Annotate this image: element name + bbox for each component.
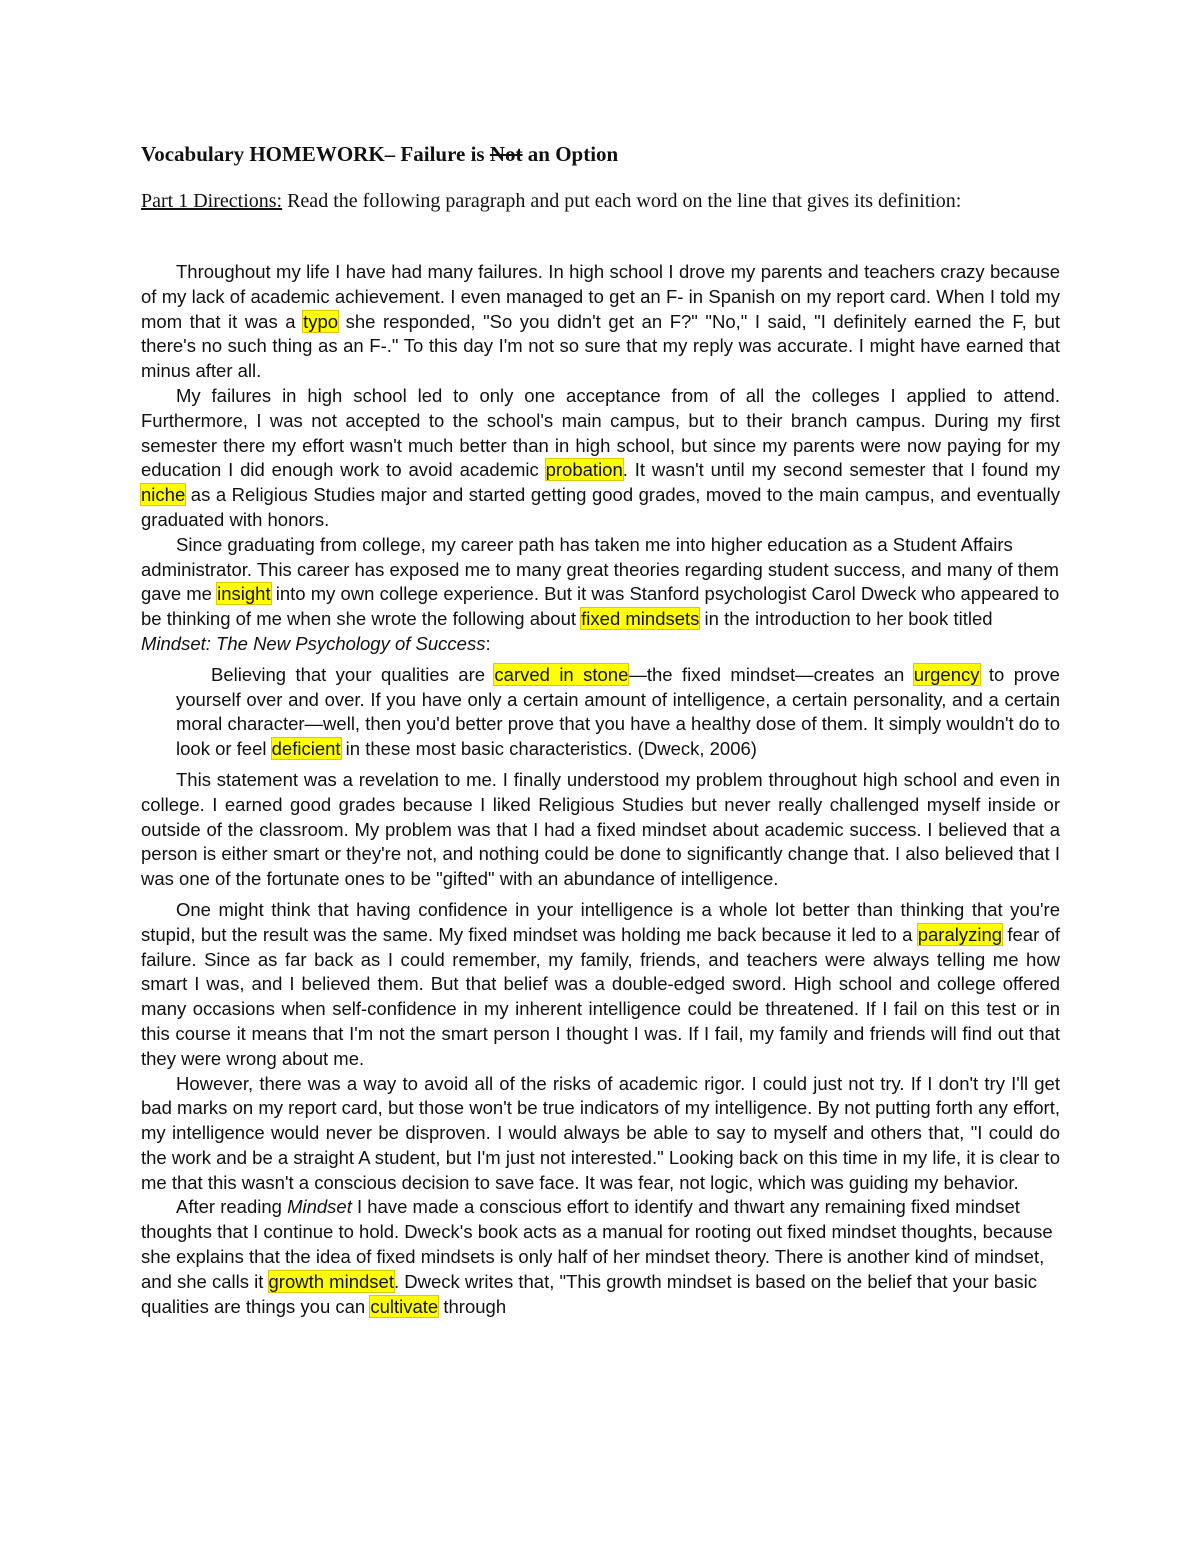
vocab-word-carved-in-stone: carved in stone — [494, 663, 629, 685]
title-struck-word: Not — [489, 142, 523, 166]
directions — [141, 188, 1061, 215]
paragraph-2: My failures in high school led to only one acceptance from of all the colleges I applied to attend. Furthermore, I was not accepted to the school's main campus, but to their branch campus. During my first semester there my effort wasn't much better than in high school, but since my parents were now paying for my education I did enough work to avoid academic probation. It wasn't until my second semester that I found my niche as a Religious Studies major and started getting good grades, moved to the main campus, and eventually graduated with honors. — [141, 384, 1060, 530]
page-title — [141, 142, 618, 167]
vocab-word-urgency: urgency — [913, 663, 980, 685]
vocab-word-deficient: deficient — [271, 738, 341, 760]
title-text-end: an Option — [522, 142, 619, 166]
paragraph-1: Throughout my life I have had many failures. In high school I drove my parents and teachers crazy because of my lack of academic achievement. I even managed to get an F- in Spanish on my report card. When I told my mom that it was a typo she responded, "So you didn't get an F?" "No," I said, "I definitely earned the F, but there's no such thing as an F-." To this day I'm not so sure that my reply was accurate. I might have earned that minus after all. — [141, 261, 1060, 382]
book-short-title: Mindset — [287, 1196, 352, 1218]
vocab-word-typo: typo — [303, 310, 339, 332]
paragraph-6: However, there was a way to avoid all of the risks of academic rigor. I could just not try. If I don't try I'll get bad marks on my report card, but those won't be true indicators of my intelligence. By not putting forth any effort, my intelligence would never be disproven. I would always be able to say to myself and others that, "I could do the work and be a straight A student, but I'm just not interested." Looking back on this time in my life, it is clear to me that this wasn't a conscious decision to save face. It was fear, not logic, which was guiding my behavior. — [141, 1072, 1060, 1193]
paragraph-4: This statement was a revelation to me. I finally understood my problem throughout high school and even in college. I earned good grades because I liked Religious Studies but never really challenged myself inside or outside of the classroom. My problem was that I had a fixed mindset about academic success. I believed that a person is either smart or they're not, and nothing could be done to significantly change that. I also believed that I was one of the fortunate ones to be "gifted" with an abundance of intelligence. — [141, 768, 1060, 890]
vocab-word-probation: probation — [545, 459, 623, 481]
vocab-word-paralyzing: paralyzing — [917, 923, 1003, 945]
directions-label: Part 1 Directions: — [141, 190, 283, 212]
vocab-word-niche: niche — [141, 484, 186, 506]
essay-body — [141, 260, 1060, 1319]
vocab-word-insight: insight — [217, 583, 271, 605]
vocab-word-growth-mindset: growth mindset — [268, 1270, 394, 1292]
block-quote: Believing that your qualities are carved in stone—the fixed mindset—creates an urgency to prove yourself over and over. If you have only a certain amount of intelligence, a certain personality, and a certain moral character—well, then you'd better prove that you have a healthy dose of them. It simply wouldn't do to look or feel deficient in these most basic characteristics. (Dweck, 2006) — [176, 663, 1060, 760]
book-title: Mindset: The New Psychology of Success — [141, 632, 486, 654]
directions-text: Read the following paragraph and put each word on the line that gives its definition: — [282, 190, 962, 212]
paragraph-7: After reading Mindset I have made a conscious effort to identify and thwart any remaining fixed mindset thoughts that I continue to hold. Dweck's book acts as a manual for rooting out fixed mindset thoughts, because she explains that the idea of fixed mindsets is only half of her mindset theory. There is another kind of mindset, and she calls it growth mindset. Dweck writes that, "This growth mindset is based on the belief that your basic qualities are things you can cultivate through — [141, 1196, 1053, 1317]
paragraph-3: Since graduating from college, my career path has taken me into higher education as a Student Affairs administrator. This career has exposed me to many great theories regarding student success, and many of them gave me insight into my own college experience. But it was Stanford psychologist Carol Dweck who appeared to be thinking of me when she wrote the following about fixed mindsets in the introduction to her book titled Mindset: The New Psychology of Success: — [141, 533, 1060, 654]
vocab-word-fixed-mindsets: fixed mindsets — [581, 608, 700, 630]
title-text: Vocabulary HOMEWORK– Failure is — [141, 142, 490, 166]
paragraph-5: One might think that having confidence in your intelligence is a whole lot better than thinking that you're stupid, but the result was the same. My fixed mindset was holding me back because it led to a paralyzing fear of failure. Since as far back as I could remember, my family, friends, and teachers were always telling me how smart I was, and I believed them. But that belief was a double-edged sword. High school and college offered many occasions when self-confidence in my inherent intelligence could be threatened. If I fail on this test or in this course it means that I'm not the smart person I thought I was. If I fail, my family and friends will find out that they were wrong about me. — [141, 898, 1060, 1069]
vocab-word-cultivate: cultivate — [370, 1295, 439, 1317]
